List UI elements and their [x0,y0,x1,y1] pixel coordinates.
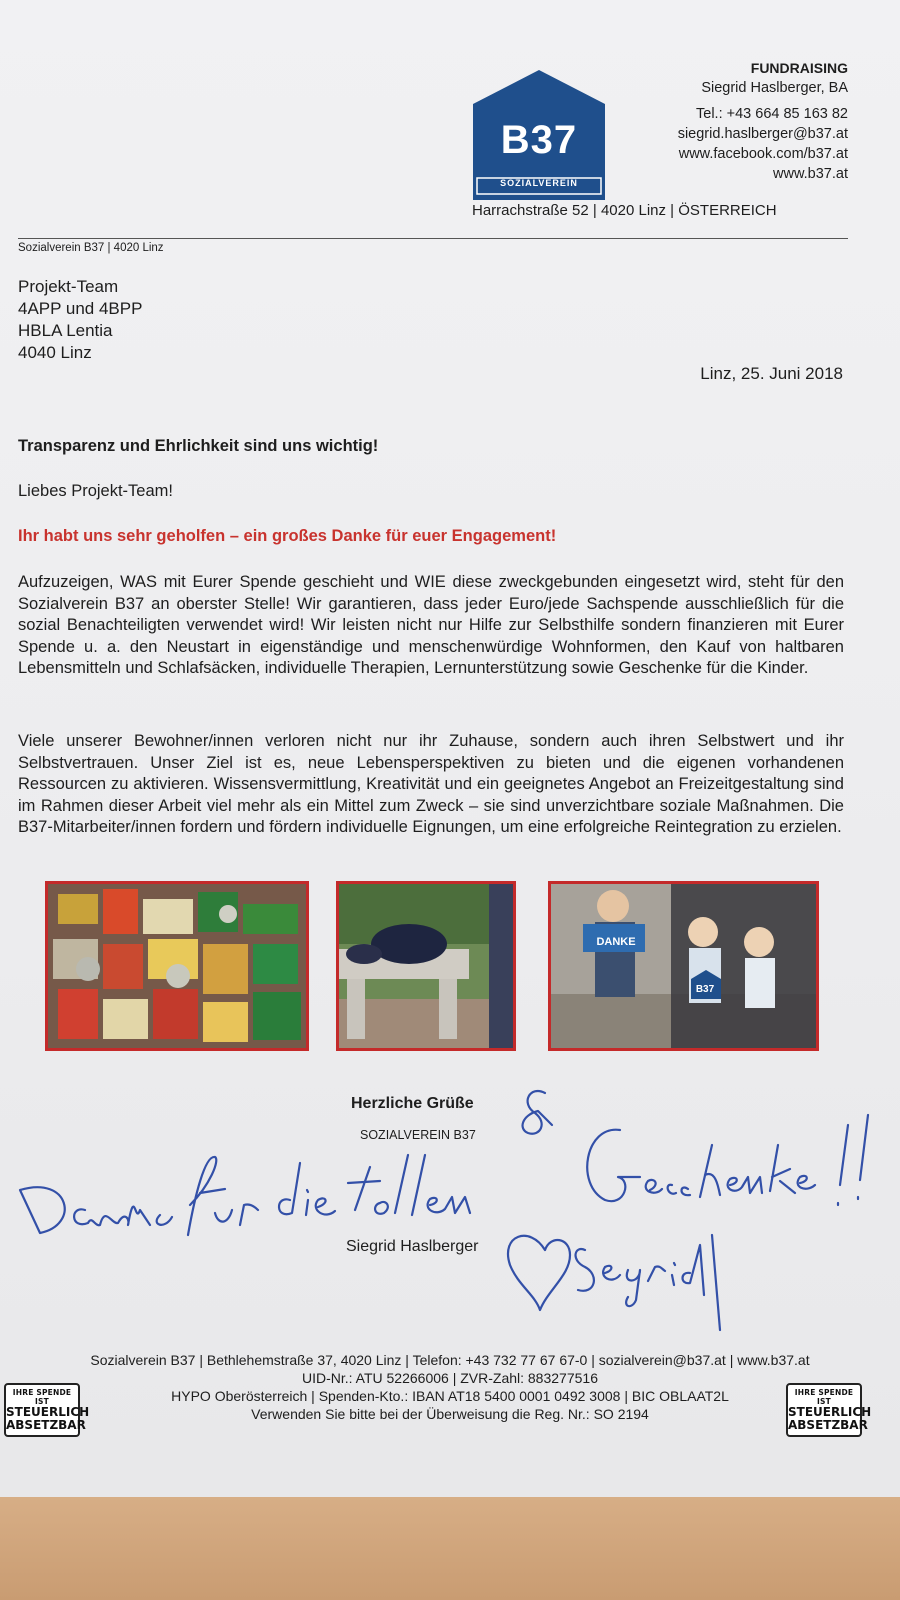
header-divider [18,238,848,239]
closing-greeting: Herzliche Grüße [351,1095,474,1112]
thank-you-headline: Ihr habt uns sehr geholfen – ein großes Danke für euer Engagement! [18,527,557,545]
department-label: FUNDRAISING [750,60,848,76]
footer-contact: Sozialverein B37 | Bethlehemstraße 37, 4020 Linz | Telefon: +43 732 77 67 67-0 | sozialverein@b37.at | www.b37.at [90,1352,810,1368]
badge-line-mid: STEUERLICH [788,1405,872,1419]
logo-text: B37 [500,118,578,162]
recipient-line: HBLA Lentia [18,321,113,340]
contact-email: siegrid.haslberger@b37.at [677,126,848,142]
recipient-address [18,276,142,364]
contact-name: Siegrid Haslberger, BA [701,80,848,96]
badge-line-bottom: ABSETZBAR [788,1418,868,1432]
tax-deductible-badge [4,1383,90,1437]
recipient-line: 4APP und 4BPP [18,299,143,318]
salutation: Liebes Projekt-Team! [18,482,173,500]
contact-phone: Tel.: +43 664 85 163 82 [696,106,848,122]
handwritten-note [0,1085,900,1335]
letter-date: Linz, 25. Juni 2018 [700,364,843,383]
badge-line-top: IHRE SPENDE IST [12,1388,72,1406]
letterhead-address: Harrachstraße 52 | 4020 Linz | ÖSTERREICH [472,202,777,219]
footer-bank: HYPO Oberösterreich | Spenden-Kto.: IBAN AT18 5400 0001 0492 3008 | BIC OBLAAT2L [171,1388,729,1404]
signatory-name: Siegrid Haslberger [346,1238,479,1255]
photo-children-danke [548,881,819,1051]
photo-food-donations [45,881,309,1051]
contact-website: www.b37.at [773,166,848,182]
logo-subtitle: SOZIALVEREIN [500,178,578,188]
recipient-line: 4040 Linz [18,343,92,362]
badge-line-mid: STEUERLICH [6,1405,90,1419]
sender-line: Sozialverein B37 | 4020 Linz [18,242,164,254]
badge-line-bottom: ABSETZBAR [6,1418,86,1432]
body-paragraph-2: Viele unserer Bewohner/innen verloren nicht nur ihr Zuhause, sondern auch ihren Selbstwert und ihr Selbstvertrauen. Unser Ziel ist es, neue Lebensperspektiven zu bieten und die eigenen vorhandenen Ressourcen zu aktivieren. Wissensvermittlung, Kreativität und ein geeignetes Angebot an Freizeitgestaltung sind im Rahmen dieser Arbeit viel mehr als ein Mittel zum Zweck – sie sind unverzichtbare soziale Maßnahmen. Die B37-Mitarbeiter/innen fordern und fördern individuelle Eignungen, um eine erfolgreiche Reintegration zu erzielen. [18,732,844,836]
b37-logo [473,70,605,200]
badge-line-top: IHRE SPENDE IST [794,1388,854,1406]
photo-homeless-bench [336,881,516,1051]
b37-badge-text: B37 [695,984,715,995]
cardboard-background [0,1497,900,1600]
recipient-line: Projekt-Team [18,277,119,296]
tax-deductible-badge [786,1383,872,1437]
letter-subject: Transparenz und Ehrlichkeit sind uns wichtig! [18,437,379,455]
body-paragraph-1: Aufzuzeigen, WAS mit Eurer Spende geschieht und WIE diese zweckgebunden eingesetzt wird, steht für den Sozialverein B37 an oberster Stelle! Wir garantieren, dass jeder Euro/jede Sachspende ausschließlich für die sozial Benachteiligten verwendet wird! Wir leisten nicht nur Hilfe zur Selbsthilfe sondern finanzieren mit Eurer Spende u. a. den Neustart in eigenständige und menschenwürdige Wohnformen, den Kauf von haltbaren Lebensmitteln und Schlafsäcken, individuelle Therapien, Lernunterstützung sowie Geschenke für die Kinder. [18,573,844,677]
contact-block [678,58,848,184]
danke-sign-text: DANKE [596,936,636,948]
closing-organization: SOZIALVEREIN B37 [360,1128,476,1142]
footer-reference: Verwenden Sie bitte bei der Überweisung die Reg. Nr.: SO 2194 [251,1406,649,1422]
contact-facebook: www.facebook.com/b37.at [678,146,848,162]
footer-registration: UID-Nr.: ATU 52266006 | ZVR-Zahl: 883277516 [302,1370,598,1386]
